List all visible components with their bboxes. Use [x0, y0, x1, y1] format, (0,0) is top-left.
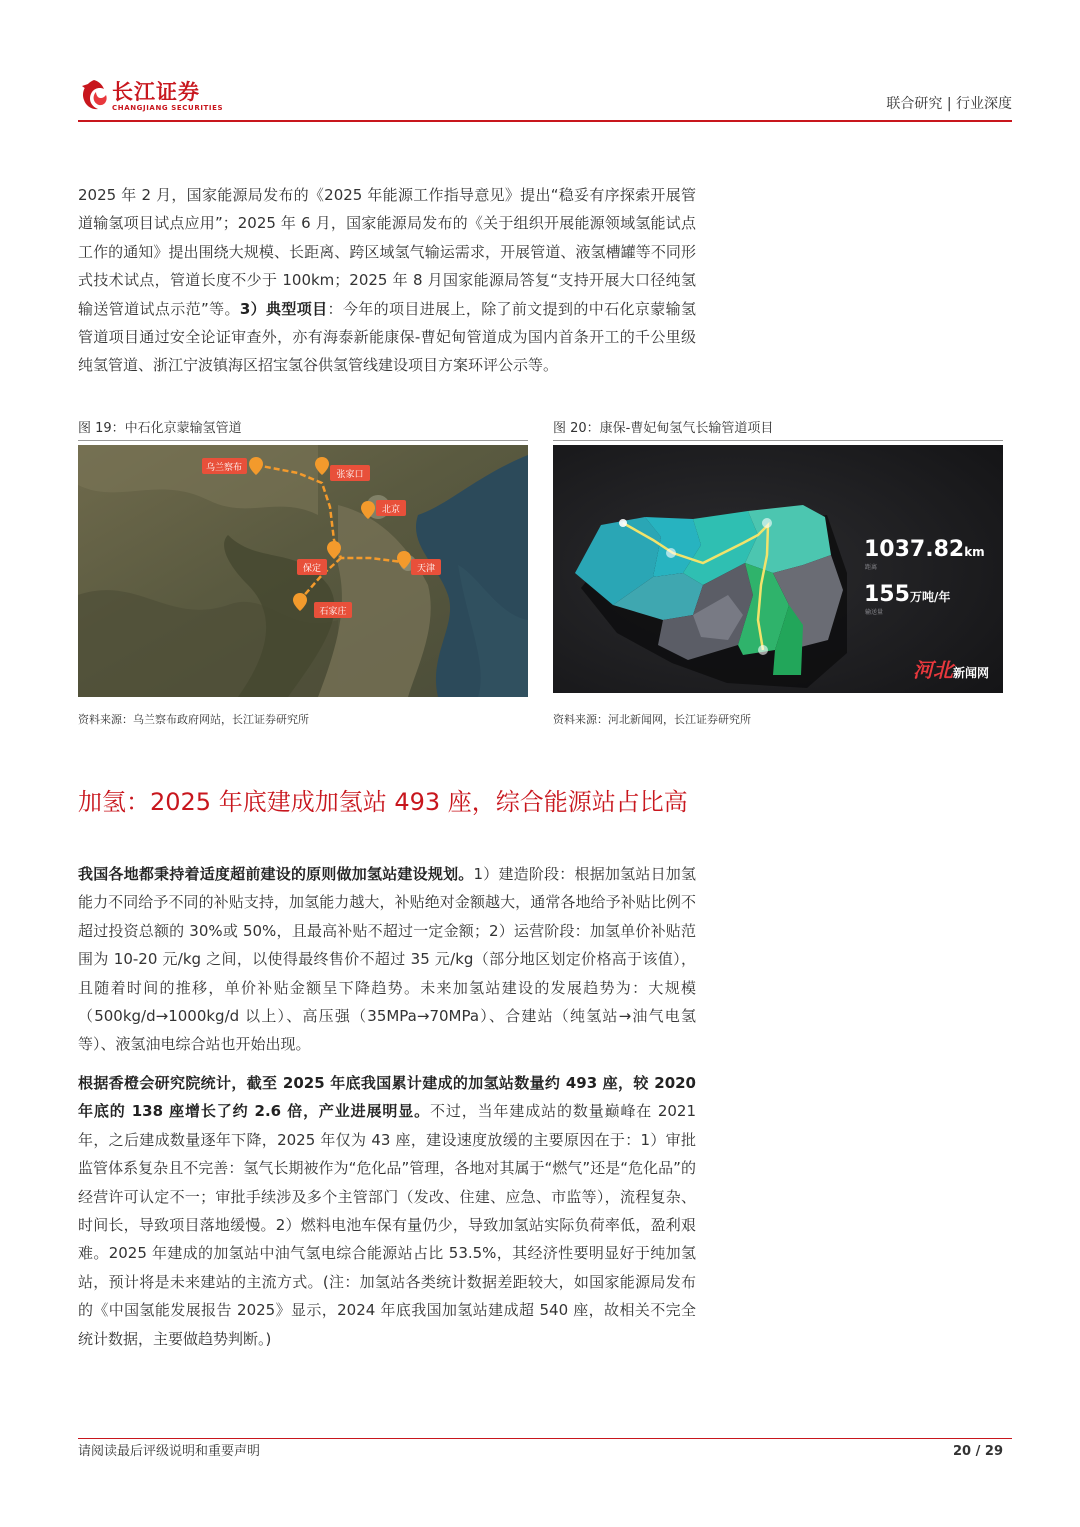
bold-text: 根据香橙会研究院统计，截至 2025 年底我国累计建成的加氢站数量约 493 座，较 2020 年底的 138 座增长了约 2.6 倍，产业进展明显。 [78, 1074, 696, 1121]
map-label: 北京 [381, 505, 401, 515]
capacity-value: 155 [864, 582, 910, 607]
map-label: 乌兰察布 [205, 463, 243, 473]
logo-text-cn: 长江证券 [112, 80, 200, 104]
map-label: 石家庄 [319, 607, 347, 617]
distance-unit: km [964, 545, 985, 559]
capacity-label: 输送量 [865, 609, 884, 616]
figure-20-rule [553, 440, 1003, 441]
paragraph-station-statistics [78, 1069, 696, 1353]
report-category: 联合研究 | 行业深度 [886, 96, 1012, 112]
text: ：今年的项目进展上，除了前文提到的中石化京蒙输氢管道项目通过安全论证审查外，亦有海泰新能康保-曹妃甸管道成为国内首条开工的千公里级纯氢管道、浙江宁波镇海区招宝氢谷供氢管线建设项目方案环评公示等。 [78, 299, 696, 375]
figure-19-source: 资料来源：乌兰察布政府网站，长江证券研究所 [78, 713, 309, 726]
figure-20-map [553, 445, 1003, 693]
logo-mark [78, 78, 110, 112]
distance-value: 1037.82 [864, 537, 965, 562]
footer-divider [78, 1438, 1012, 1439]
figure-20-caption: 图 20：康保-曹妃甸氢气长输管道项目 [553, 421, 774, 436]
map-label: 天津 [416, 564, 436, 574]
logo-text-en: CHANGJIANG SECURITIES [112, 104, 224, 112]
figure-19-caption: 图 19：中石化京蒙输氢管道 [78, 421, 242, 436]
figure-19-rule [78, 440, 528, 441]
map-label: 保定 [302, 564, 322, 574]
text: 不过，当年建成站的数量巅峰在 2021 年，之后建成数量逐年下降，2025 年仅为 43 座，建设速度放缓的主要原因在于：1）审批监管体系复杂且不完善：氢气长期被作为“危化品”管理，各地对其属于“燃气”还是“危化品”的经营许可认定不一；审批手续涉及多个主管部门（发改、住建、应急、市监等），流程复杂、时间长，导致项目落地缓慢。2）燃料电池车保有量仍少，导致加氢站实际负荷率低，盈利艰难。2025 年建成的加氢站中油气氢电综合能源站占比 53.5%，其经济性要明显好于纯加氢站，预计将是未来建站的主流方式。(注：加氢站各类统计数据差距较大，如国家能源局发布的《中国氢能发展报告 2025》显示，2024 年底我国加氢站建成超 540 座，故相关不完全统计数据，主要做趋势判断。) [78, 1102, 696, 1348]
figure-19-map [78, 445, 528, 697]
header-divider [78, 120, 1012, 122]
bold-text: 3）典型项目 [239, 299, 328, 318]
section-title: 加氢：2025 年底建成加氢站 493 座，综合能源站占比高 [78, 788, 688, 816]
text: 1）建造阶段：根据加氢站日加氢能力不同给予不同的补贴支持，加氢能力越大，补贴绝对金额越大，通常各地给予补贴比例不超过投资总额的 30%或 50%，且最高补贴不超过一定金额；2）运营阶段：加氢单价补贴范围为 10-20 元/kg 之间，以使得最终售价不超过 35 元/kg（部分地区划定价格高于该值），且随着时间的推移，单价补贴金额呈下降趋势。未来加氢站建设的发展趋势为：大规模（500kg/d→1000kg/d 以上）、高压强（35MPa→70MPa）、合建站（纯氢站→油气电氢等）、液氢油电综合站也开始出现。 [78, 865, 696, 1054]
figure-20-source: 资料来源：河北新闻网，长江证券研究所 [553, 713, 751, 726]
paragraph-pipeline-policy [78, 181, 696, 380]
map-label: 张家口 [336, 470, 364, 480]
capacity-unit: 万吨/年 [909, 590, 951, 604]
footer-disclaimer: 请阅读最后评级说明和重要声明 [78, 1444, 261, 1459]
text: 2025 年 2 月，国家能源局发布的《2025 年能源工作指导意见》提出“稳妥有序探索开展管道输氢项目试点应用”；2025 年 6 月，国家能源局发布的《关于组织开展能源领域氢能试点工作的通知》提出围绕大规模、长距离、跨区域氢气输运需求，开展管道、液氢槽罐等不同形式技术试点，管道长度不少于 100km；2025 年 8 月国家能源局答复“支持开展大口径纯氢输送管道试点示范”等。 [78, 186, 696, 318]
distance-label: 距离 [865, 564, 878, 571]
watermark-logo-red: 河北 [913, 658, 953, 682]
page-number: 20 / 29 [953, 1444, 1003, 1459]
watermark-logo-white: 新闻网 [953, 666, 990, 680]
paragraph-station-planning [78, 860, 696, 1059]
map-marker-ulanqab [202, 457, 263, 475]
bold-text: 我国各地都秉持着适度超前建设的原则做加氢站建设规划。 [78, 865, 474, 883]
